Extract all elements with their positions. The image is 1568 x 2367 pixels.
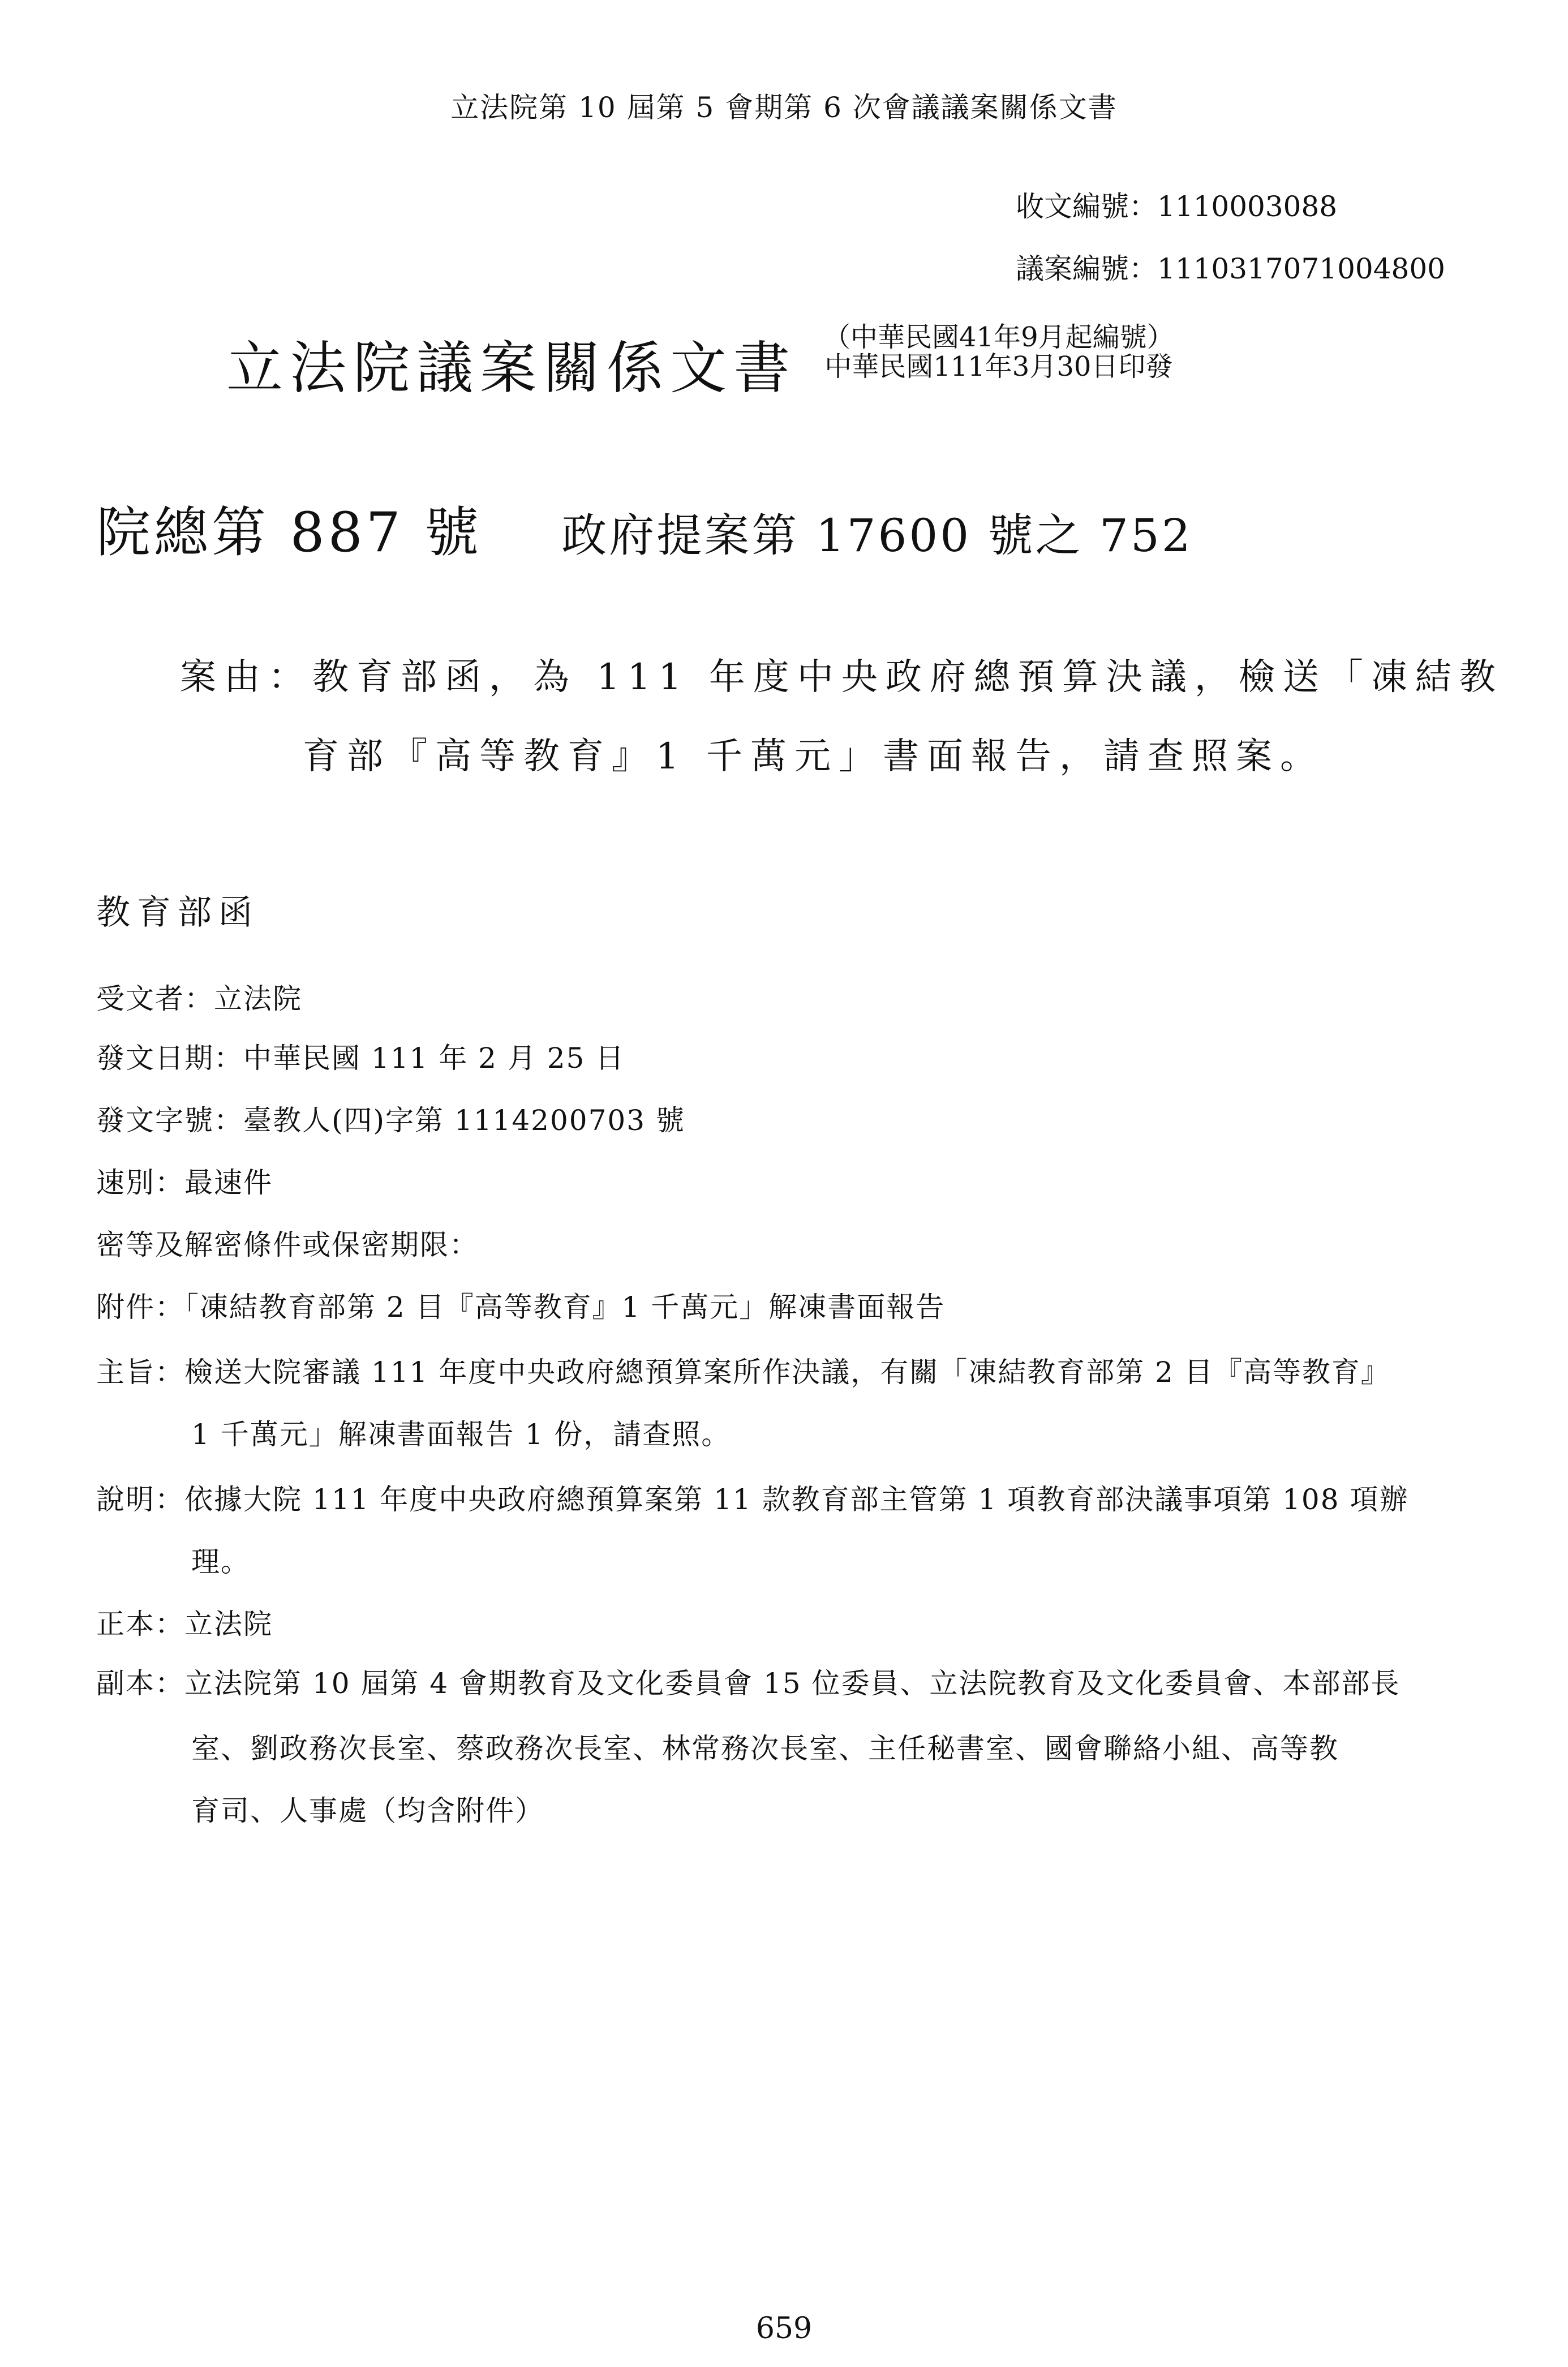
recipient-field: 受文者：立法院 bbox=[96, 982, 302, 1015]
document-title: 立法院議案關係文書 bbox=[226, 335, 797, 401]
general-case-number: 院總第 887 號 bbox=[96, 501, 483, 564]
print-date: 中華民國111年3月30日印發 bbox=[824, 351, 1173, 383]
copy-recipients-line-1: 副本：立法院第 10 屆第 4 會期教育及文化委員會 15 位委員、立法院教育及文化委員會、本部部長 bbox=[96, 1667, 1401, 1700]
bill-number: 議案編號：1110317071004800 bbox=[1016, 252, 1445, 285]
received-number: 收文編號：1110003088 bbox=[1016, 190, 1338, 223]
copy-recipients-line-2: 室、劉政務次長室、蔡政務次長室、林常務次長室、主任秘書室、國會聯絡小組、高等教 bbox=[191, 1732, 1339, 1765]
case-number-line bbox=[96, 489, 1193, 567]
explanation-line-1: 說明：依據大院 111 年度中央政府總預算案第 11 款教育部主管第 1 項教育部決議事項第 108 項辦 bbox=[96, 1483, 1409, 1516]
original-recipient-field: 正本：立法院 bbox=[96, 1608, 273, 1640]
numbering-note bbox=[823, 323, 1174, 381]
copy-recipients-line-3: 育司、人事處（均含附件） bbox=[191, 1794, 544, 1827]
numbering-since-note: （中華民國41年9月起編號） bbox=[823, 321, 1174, 353]
reference-number-field: 發文字號：臺教人(四)字第 1114200703 號 bbox=[96, 1104, 685, 1137]
subject-line-2: 育部『高等教育』1 千萬元」書面報告，請查照案。 bbox=[303, 736, 1325, 777]
document-series-header: 立法院第 10 屆第 5 會期第 6 次會議議案關係文書 bbox=[450, 91, 1118, 124]
letter-sender: 教育部函 bbox=[96, 893, 259, 933]
issue-date-field: 發文日期：中華民國 111 年 2 月 25 日 bbox=[96, 1042, 625, 1075]
explanation-line-2: 理。 bbox=[191, 1545, 250, 1578]
main-purpose-line-2: 1 千萬元」解凍書面報告 1 份，請查照。 bbox=[191, 1418, 731, 1451]
attachment-field: 附件：「凍結教育部第 2 目『高等教育』1 千萬元」解凍書面報告 bbox=[96, 1291, 946, 1324]
government-proposal-number: 政府提案第 17600 號之 752 bbox=[561, 509, 1193, 562]
main-purpose-line-1: 主旨：檢送大院審議 111 年度中央政府總預算案所作決議，有關「凍結教育部第 2 目『高等教育』 bbox=[96, 1356, 1390, 1389]
secrecy-field: 密等及解密條件或保密期限： bbox=[96, 1228, 479, 1261]
subject-line-1: 案由：教育部函，為 111 年度中央政府總預算決議，檢送「凍結教 bbox=[180, 656, 1503, 698]
page-number: 659 bbox=[755, 2312, 813, 2345]
delivery-speed-field: 速別：最速件 bbox=[96, 1166, 273, 1199]
